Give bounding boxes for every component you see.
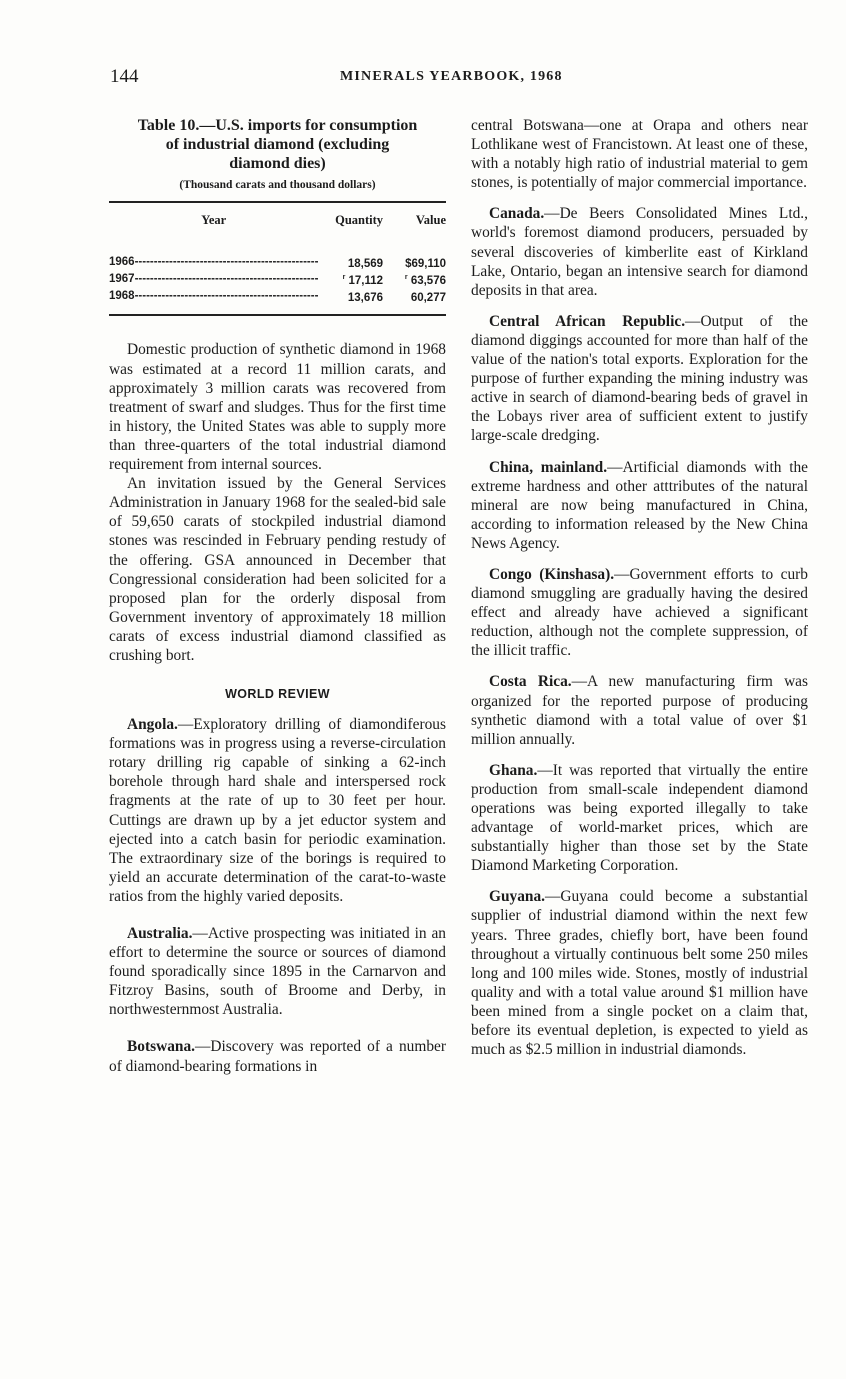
paragraph-botswana	[109, 1037, 446, 1075]
value-value: $69,110	[405, 257, 446, 270]
year-cell: 1966------------------------------------------------	[109, 255, 319, 268]
paragraph-text: —Discovery was reported of a number of diamond-bearing formations in	[109, 1038, 446, 1075]
paragraph-domestic-production: Domestic production of synthetic diamond in 1968 was estimated at a record 11 million carats, and approximately 3 million carats was recovered from treatment of swarf and sludges. Thus for the first time in history, the United States was able to supply more than three-quarters of the total industrial diamond requirement from internal sources.	[109, 341, 446, 474]
paragraph-gsa-invitation: An invitation issued by the General Services Administration in January 1968 for the sealed-bid sale of 59,650 carats of stockpiled industrial diamond stones was rescinded in February pending restudy of the offering. GSA announced in December that Congressional consideration had been solicited for a proposed plan for the orderly disposal from Government inventory of approximately 18 million carats of excess industrial diamond classified as crushing bort.	[109, 475, 446, 664]
value-cell	[383, 288, 446, 315]
running-title: MINERALS YEARBOOK, 1968	[340, 69, 563, 84]
paragraph-text: —A new manufacturing firm was organized for the reported purpose of producing synthetic diamond with a total value of over $1 million annually.	[471, 673, 809, 748]
paragraph-text: —De Beers Consolidated Mines Ltd., world's foremost diamond producers, persuaded by several discoveries of kimberlite east of Kirkland Lake, Ontario, began an intensive search for diamond deposits in that area.	[471, 205, 808, 299]
table-row	[109, 242, 446, 271]
revised-mark: r	[342, 273, 346, 281]
country-lead: Costa Rica.	[489, 673, 572, 691]
country-lead: Guyana.	[489, 888, 546, 906]
table-row	[109, 271, 446, 288]
paragraph-text: —Artificial diamonds with the extreme hardness and other atttributes of the natural mineral are now being manufactured in China, according to information released by the New China News Agency.	[471, 458, 808, 552]
year-label: 1968	[109, 289, 135, 302]
table-unit-note: (Thousand carats and thousand dollars)	[179, 179, 376, 191]
country-lead: Canada.	[489, 205, 545, 223]
country-lead: Angola.	[127, 716, 178, 734]
quantity-cell	[318, 271, 383, 288]
country-lead: Australia.	[127, 925, 193, 943]
year-label: 1967	[109, 272, 135, 285]
paragraph-china	[471, 458, 808, 553]
paragraph-australia	[109, 924, 446, 1019]
quantity-value: 17,112	[348, 274, 384, 287]
paragraph-text: —Output of the diamond diggings accounted for more than half of the value of the nation's total exports. Exploration for the purpose of further expanding the mining industry was active in search of diamond-bearing beds of gravel in the Lobays river area of sufficient extent to justify large-scale dredging.	[471, 312, 808, 445]
quantity-cell	[318, 242, 383, 271]
country-lead: Central African Republic.	[489, 312, 686, 330]
column-header-quantity: Quantity	[335, 213, 384, 227]
quantity-value: 18,569	[347, 257, 384, 270]
paragraph-costa-rica	[471, 672, 808, 748]
table-caption-line: of industrial diamond (excluding	[165, 136, 390, 153]
quantity-cell	[318, 288, 383, 315]
paragraph-text: —Guyana could become a substantial supplier of industrial diamond within the next few years. Three grades, chiefly bort, have been found throughout a virtually continuous belt some 250 miles long and 100 miles wide. Stones, mostly of industrial quality and with a total value around $1 million have been mined from a single pocket on a claim that, before its eventual depletion, is expected to yield as much as $2.5 million in industrial diamonds.	[471, 888, 808, 1059]
revised-mark: r	[404, 273, 408, 281]
paragraph-central-african-republic	[471, 312, 808, 446]
paragraph-guyana	[471, 887, 808, 1059]
table-row	[109, 288, 446, 315]
table-header-row	[109, 203, 446, 242]
page-number: 144	[110, 66, 139, 87]
paragraph-text: —It was reported that virtually the entire production from small-scale independent diamond operations was being exported illegally to take advantage of world-market prices, which are substantially higher than those set by the State Diamond Marketing Corporation.	[471, 761, 808, 875]
table-caption-line: diamond dies)	[229, 155, 326, 172]
table-caption	[113, 116, 442, 173]
right-column	[471, 116, 808, 1059]
imports-table	[109, 203, 446, 314]
value-cell	[383, 271, 446, 288]
quantity-value: 13,676	[347, 291, 384, 304]
country-lead: Congo (Kinshasa).	[489, 565, 615, 583]
table-caption-line: Table 10.—U.S. imports for consumption	[137, 117, 418, 134]
paragraph-text: —Government efforts to curb diamond smuggling are gradually having the desired effect and already have achieved a significant reduction, although not the complete suppression, of the illicit traffic.	[471, 565, 808, 660]
year-cell: 1968------------------------------------------------	[109, 289, 319, 302]
column-header-year: Year	[201, 213, 227, 227]
paragraph-canada	[471, 204, 808, 299]
year-cell: 1967------------------------------------------------	[109, 272, 319, 285]
paragraph-congo	[471, 565, 808, 660]
country-lead: China, mainland.	[489, 458, 608, 476]
value-cell	[383, 242, 446, 271]
year-label: 1966	[109, 255, 135, 268]
paragraph-text: —Active prospecting was initiated in an effort to determine the source or sources of diamond found sporadically since 1895 in the Carnarvon and Fitzroy Basins, south of Broome and Derby, in northwesternmost Australia.	[109, 925, 446, 1019]
country-lead: Ghana.	[489, 761, 538, 779]
paragraph-ghana	[471, 761, 808, 876]
left-column	[109, 116, 446, 1076]
country-lead: Botswana.	[127, 1038, 195, 1056]
paragraph-botswana-continued: central Botswana—one at Orapa and others near Lothlikane west of Francistown. At least one of these, with a notably high ratio of industrial material to gem stones, is potentially of major commercial importance.	[471, 117, 808, 192]
value-value: 63,576	[410, 274, 446, 287]
column-header-value: Value	[415, 213, 446, 227]
section-heading-world-review: WORLD REVIEW	[225, 687, 330, 702]
value-value: 60,277	[410, 291, 446, 304]
paragraph-angola	[109, 715, 446, 906]
paragraph-text: —Exploratory drilling of diamondiferous formations was in progress using a reverse-circulation rotary drilling rig capable of sinking a 62-inch borehole through hard shale and interspersed rock fragments at the rate of up to 30 feet per hour. Cuttings are drawn up by a jet eductor system and ejected into a catch basin for periodic examination. The extraordinary size of the borings is required to yield an accurate determination of the carat-to-waste ratios from the highly varied deposits.	[109, 716, 446, 905]
